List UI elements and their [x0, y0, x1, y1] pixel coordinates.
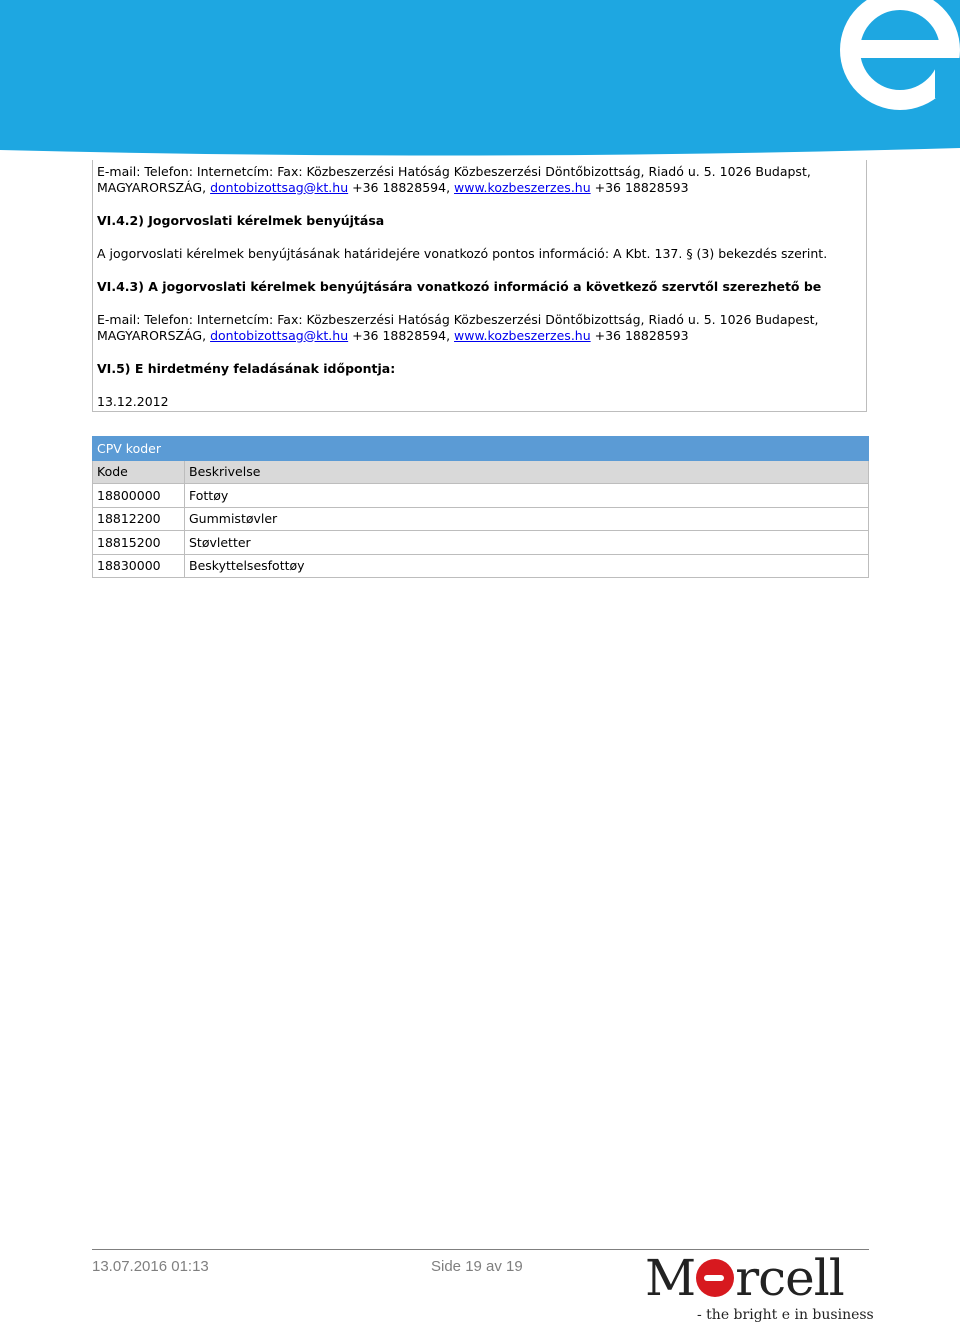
cpv-description-cell: Beskyttelsesfottøy [185, 554, 869, 578]
deadline-info-text: A jogorvoslati kérelmek benyújtásának határidejére vonatkozó pontos információ: A Kbt. 137. § (3) bekezdés szerint. [97, 246, 828, 261]
table-row [93, 554, 869, 578]
cpv-table [92, 436, 869, 578]
contact-line-2: MAGYARORSZÁG, dontobizottsag@kt.hu +36 18828594, www.kozbeszerzes.hu +36 18828593 [97, 179, 689, 195]
cpv-table-title: CPV koder [93, 437, 869, 461]
cpv-description-cell: Gummistøvler [185, 507, 869, 531]
footer-timestamp: 13.07.2016 01:13 [92, 1258, 209, 1275]
web-link[interactable]: www.kozbeszerzes.hu [454, 179, 591, 195]
page-header-banner [0, 0, 960, 160]
column-header-description: Beskrivelse [185, 460, 869, 484]
web-link[interactable]: www.kozbeszerzes.hu [454, 327, 591, 343]
footer-page-number: Side 19 av 19 [431, 1258, 523, 1275]
cpv-code-cell: 18815200 [93, 531, 185, 555]
cpv-description-cell: Fottøy [185, 484, 869, 508]
section-heading-vi43: VI.4.3) A jogorvoslati kérelmek benyújtására vonatkozó információ a következő szervtől szerezhető be [97, 279, 822, 294]
cpv-table-header-row [93, 460, 869, 484]
section-heading-vi5: VI.5) E hirdetmény feladásának időpontja: [97, 361, 396, 376]
table-row [93, 484, 869, 508]
contact-line-1: E-mail: Telefon: Internetcím: Fax: Közbeszerzési Hatóság Közbeszerzési Döntőbizottság, Riadó u. 5. 1026 Budapst, [97, 164, 811, 179]
cpv-code-cell: 18812200 [93, 507, 185, 531]
contact-line-1: E-mail: Telefon: Internetcím: Fax: Közbeszerzési Hatóság Közbeszerzési Döntőbizottság, Riadó u. 5. 1026 Budapest, [97, 312, 819, 327]
section-heading-vi42: VI.4.2) Jogorvoslati kérelmek benyújtása [97, 213, 385, 228]
header-banner-graphic [0, 0, 960, 160]
cpv-table-title-row [93, 437, 869, 461]
column-header-code: Kode [93, 460, 185, 484]
notice-section-box [92, 160, 867, 412]
email-link[interactable]: dontobizottsag@kt.hu [210, 327, 349, 343]
review-body-contact-prev [97, 164, 857, 195]
cpv-description-cell: Støvletter [185, 531, 869, 555]
table-row [93, 507, 869, 531]
cpv-code-cell: 18830000 [93, 554, 185, 578]
cpv-code-cell: 18800000 [93, 484, 185, 508]
mercell-logo [645, 1249, 874, 1329]
logo-e-icon [696, 1259, 734, 1297]
table-row [93, 531, 869, 555]
logo-tagline: - the bright e in business [697, 1307, 874, 1323]
email-link[interactable]: dontobizottsag@kt.hu [210, 179, 349, 195]
contact-line-2: MAGYARORSZÁG, dontobizottsag@kt.hu +36 18828594, www.kozbeszerzes.hu +36 18828593 [97, 327, 689, 343]
dispatch-date: 13.12.2012 [97, 394, 169, 409]
review-body-contact [97, 312, 857, 343]
logo-wordmark: M rcell [645, 1249, 844, 1307]
